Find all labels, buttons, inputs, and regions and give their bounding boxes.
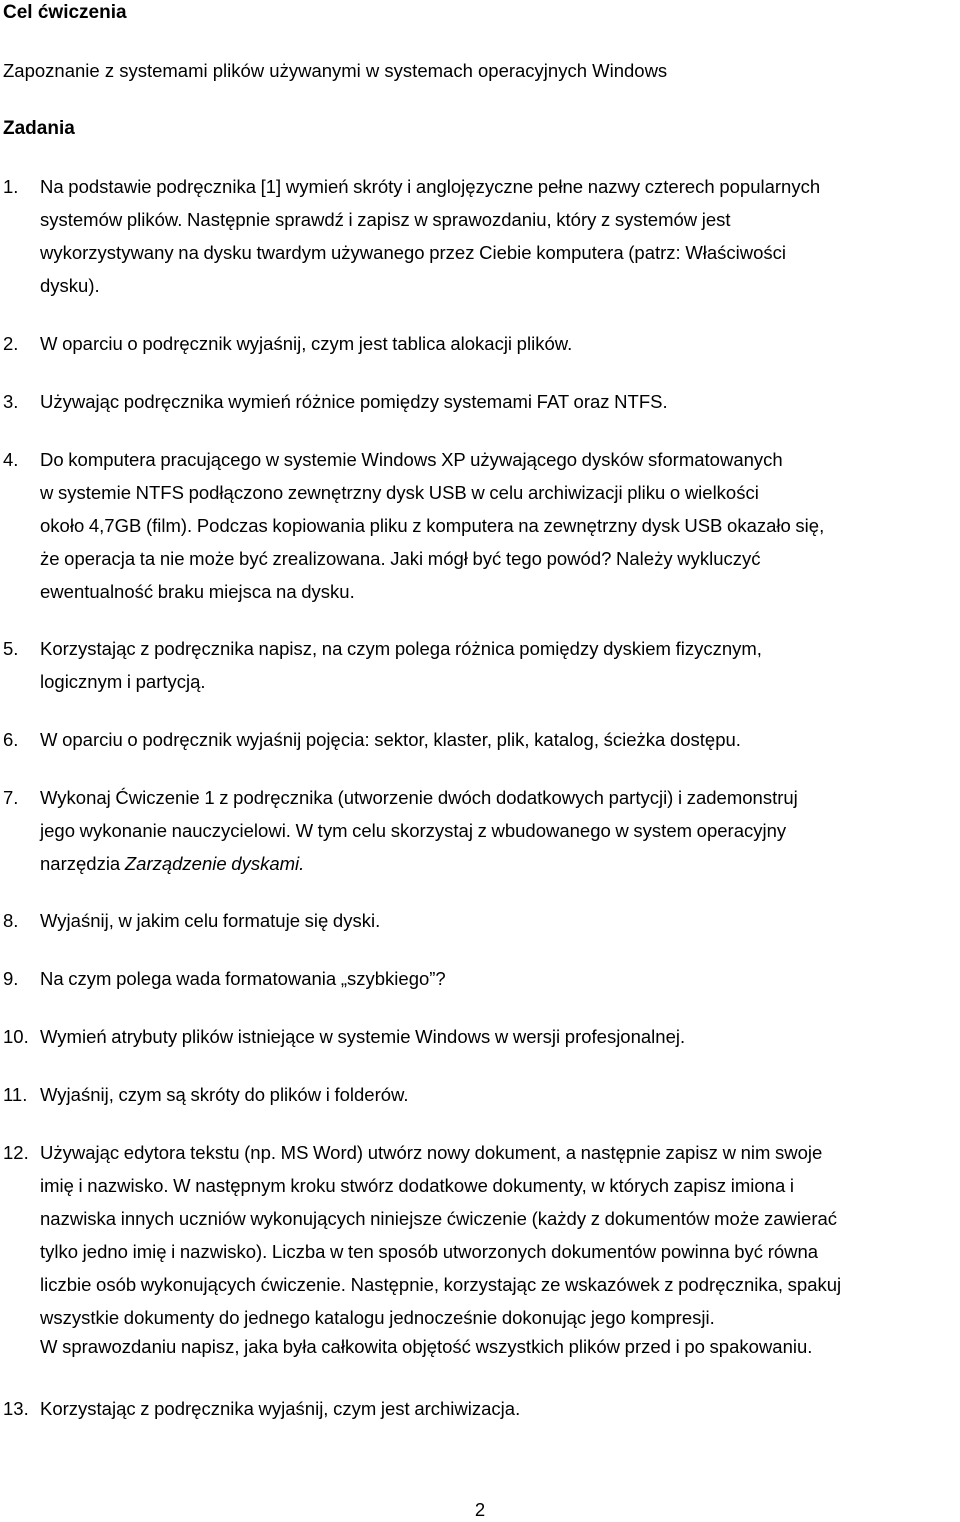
- task-line: liczbie osób wykonujących ćwiczenie. Następnie, korzystając ze wskazówek z podręcznika, spakuj: [40, 1274, 842, 1295]
- task-number: 10.: [3, 1026, 29, 1047]
- tool-name-italic: Zarządzenie dyskami.: [124, 853, 305, 874]
- task-text: [40, 1078, 958, 1111]
- task-text: [40, 962, 958, 995]
- task-line: w systemie NTFS podłączono zewnętrzny dysk USB w celu archiwizacji pliku o wielkości: [40, 482, 759, 503]
- task-line: W sprawozdaniu napisz, jaka była całkowita objętość wszystkich plików przed i po spakowaniu.: [40, 1336, 813, 1357]
- task-number: 8.: [3, 910, 19, 931]
- task-line: jego wykonanie nauczycielowi. W tym celu skorzystaj z wbudowanego w system operacyjny: [40, 820, 787, 841]
- task-line: tylko jedno imię i nazwisko). Liczba w ten sposób utworzonych dokumentów powinna być równa: [40, 1241, 819, 1262]
- task-line: wykorzystywany na dysku twardym używanego przez Ciebie komputera (patrz: Właściwości: [40, 242, 787, 263]
- goal-heading: Cel ćwiczenia: [3, 2, 127, 23]
- task-number: 13.: [3, 1398, 29, 1419]
- task-line: imię i nazwisko. W następnym kroku stwórz dodatkowe dokumenty, w których zapisz imiona i: [40, 1175, 794, 1196]
- task-number: 5.: [3, 638, 19, 659]
- task-line: nazwiska innych uczniów wykonujących niniejsze ćwiczenie (każdy z dokumentów może zawierać: [40, 1208, 838, 1229]
- task-line: logicznym i partycją.: [40, 671, 206, 692]
- task-text: [40, 1136, 958, 1360]
- task-line: Wyjaśnij, w jakim celu formatuje się dyski.: [40, 910, 381, 931]
- task-line: Do komputera pracującego w systemie Windows XP używającego dysków sformatowanych: [40, 449, 783, 470]
- task-text: [40, 170, 958, 302]
- task-number: 9.: [3, 968, 19, 989]
- page-number: 2: [474, 1499, 486, 1520]
- task-line: Używając edytora tekstu (np. MS Word) utwórz nowy dokument, a następnie zapisz w nim swoje: [40, 1142, 823, 1163]
- task-line: systemów plików. Następnie sprawdź i zapisz w sprawozdaniu, który z systemów jest: [40, 209, 731, 230]
- goal-text: Zapoznanie z systemami plików używanymi w systemach operacyjnych Windows: [3, 60, 668, 81]
- task-number: 1.: [3, 176, 19, 197]
- task-line: W oparciu o podręcznik wyjaśnij, czym jest tablica alokacji plików.: [40, 333, 573, 354]
- task-line: że operacja ta nie może być zrealizowana. Jaki mógł być tego powód? Należy wykluczyć: [40, 548, 761, 569]
- task-number: 11.: [3, 1084, 28, 1105]
- task-line: dysku).: [40, 275, 100, 296]
- task-line: Wymień atrybuty plików istniejące w systemie Windows w wersji profesjonalnej.: [40, 1026, 686, 1047]
- task-number: 7.: [3, 787, 19, 808]
- task-line: W oparciu o podręcznik wyjaśnij pojęcia: sektor, klaster, plik, katalog, ścieżka dostępu.: [40, 729, 741, 750]
- task-line: Korzystając z podręcznika wyjaśnij, czym jest archiwizacja.: [40, 1398, 521, 1419]
- task-line: Na podstawie podręcznika [1] wymień skróty i anglojęzyczne pełne nazwy czterech popularnych: [40, 176, 821, 197]
- task-text: [40, 385, 958, 418]
- task-number: 6.: [3, 729, 19, 750]
- task-text: [40, 723, 958, 756]
- task-text: [40, 1392, 958, 1425]
- task-line-prefix: narzędzia: [40, 853, 125, 874]
- tasks-heading: Zadania: [3, 118, 75, 139]
- task-text: [40, 443, 958, 608]
- task-text: [40, 327, 958, 360]
- task-line: około 4,7GB (film). Podczas kopiowania pliku z komputera na zewnętrzny dysk USB okazało się,: [40, 515, 825, 536]
- task-number: 3.: [3, 391, 19, 412]
- task-line: Wyjaśnij, czym są skróty do plików i folderów.: [40, 1084, 409, 1105]
- task-number: 2.: [3, 333, 19, 354]
- task-line: wszystkie dokumenty do jednego katalogu jednocześnie dokonując jego kompresji.: [40, 1307, 715, 1328]
- task-line: [40, 847, 958, 880]
- task-text: [40, 781, 958, 880]
- task-number: 4.: [3, 449, 19, 470]
- task-line: Wykonaj Ćwiczenie 1 z podręcznika (utworzenie dwóch dodatkowych partycji) i zademonstruj: [40, 787, 798, 808]
- task-text: [40, 904, 958, 937]
- task-line: Korzystając z podręcznika napisz, na czym polega różnica pomiędzy dyskiem fizycznym,: [40, 638, 762, 659]
- task-text: [40, 1020, 958, 1053]
- task-line: ewentualność braku miejsca na dysku.: [40, 581, 355, 602]
- task-text: [40, 632, 958, 698]
- task-number: 12.: [3, 1142, 29, 1163]
- task-line: Na czym polega wada formatowania „szybkiego”?: [40, 968, 446, 989]
- task-line: Używając podręcznika wymień różnice pomiędzy systemami FAT oraz NTFS.: [40, 391, 668, 412]
